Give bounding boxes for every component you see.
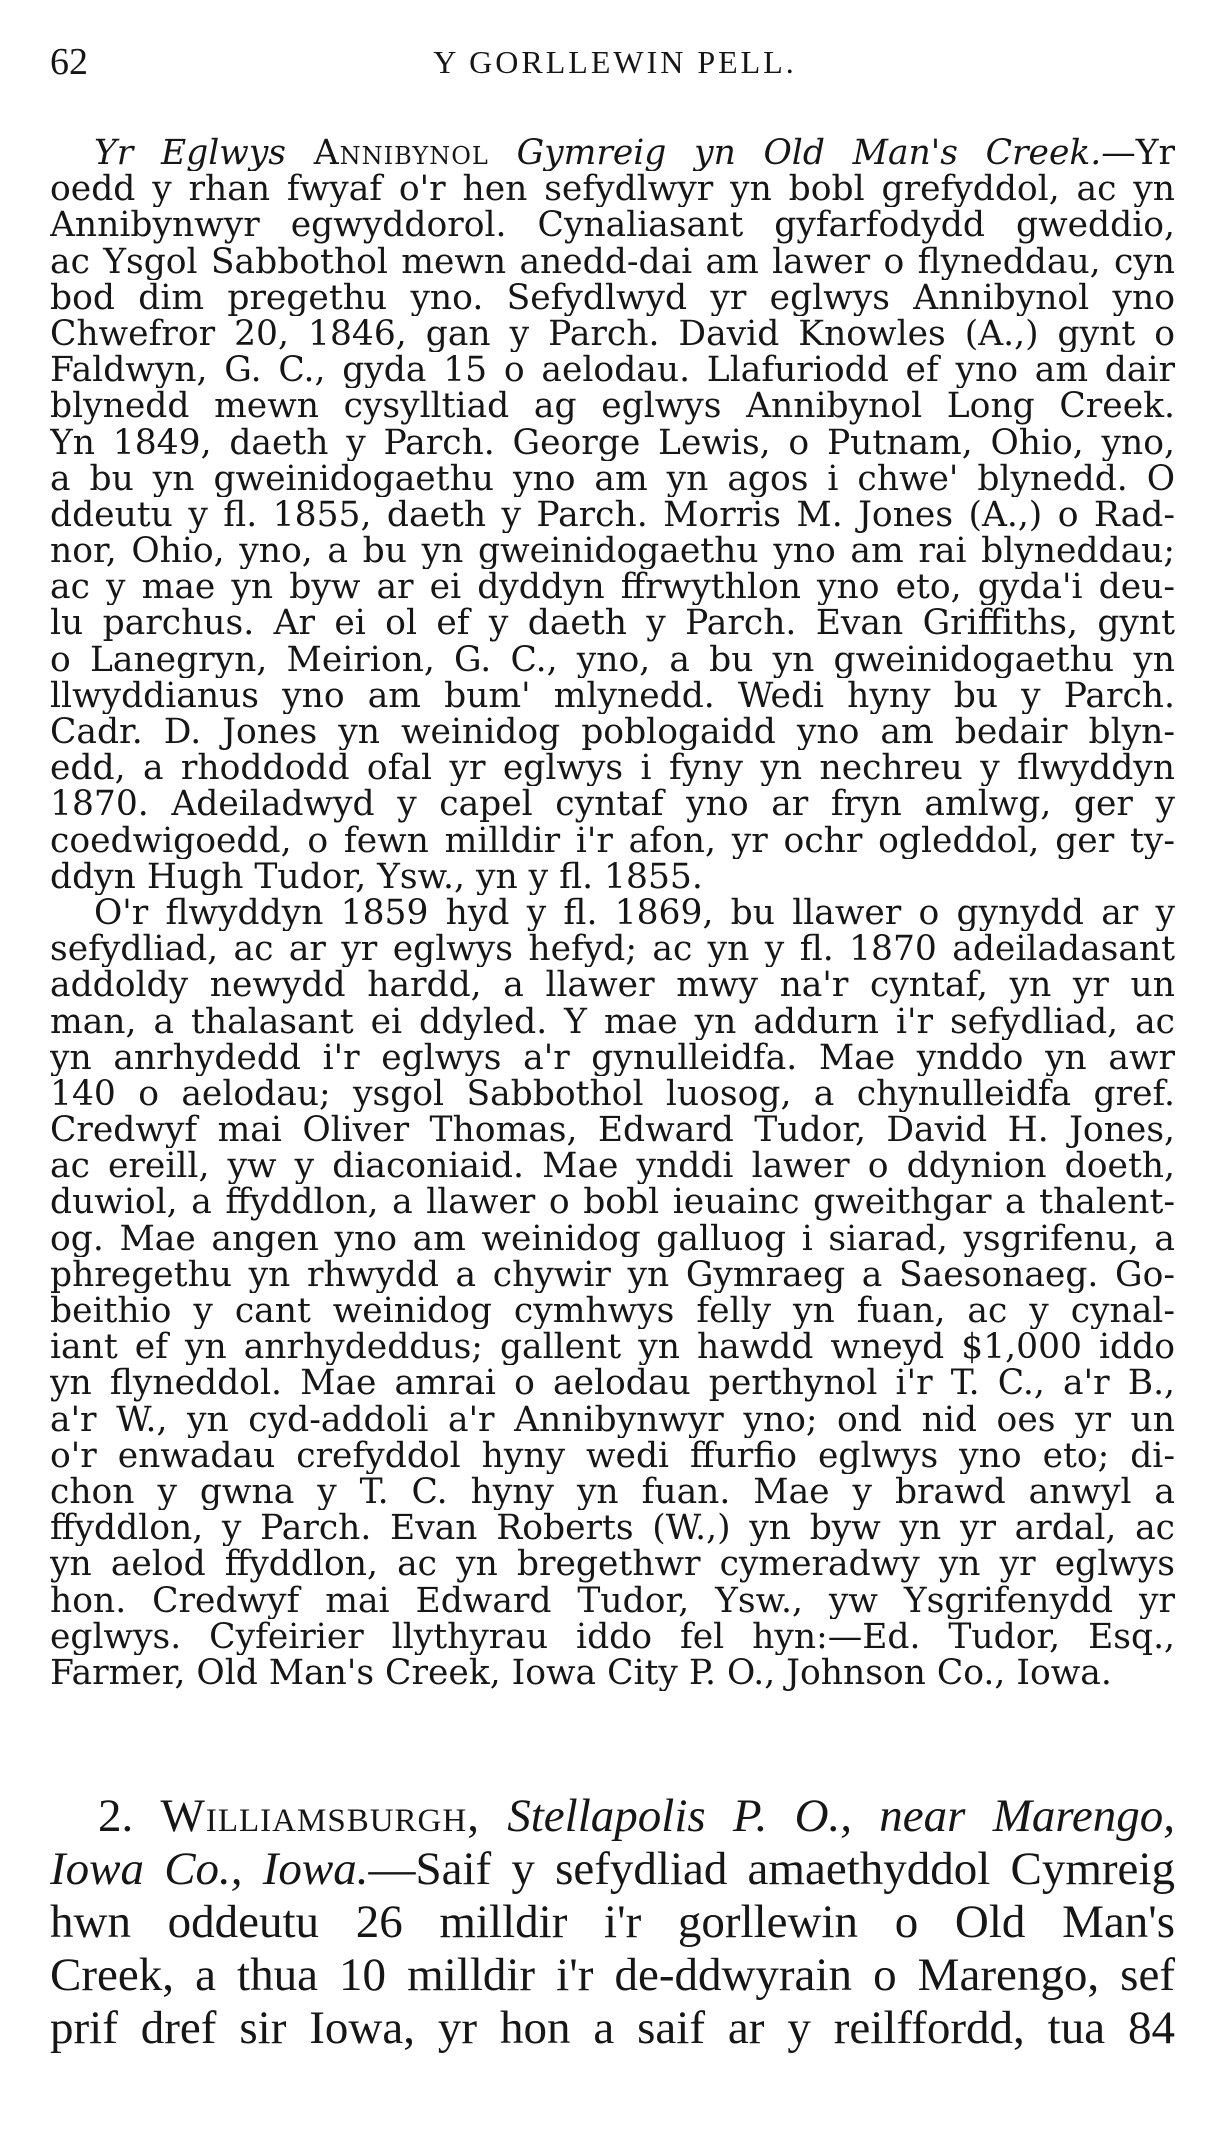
paragraph-1: [50, 171, 1175, 895]
running-title: Y GORLLEWIN PELL.: [433, 44, 797, 80]
paragraph-2: [50, 895, 1175, 1691]
text-line: Credwyf mai Oliver Thomas, Edward Tudor, David H. Jones,: [50, 1112, 1175, 1149]
section2-body: [50, 1896, 1175, 2055]
text-line: iant ef yn anrhydeddus; gallent yn hawdd wneyd $1,000 iddo: [50, 1329, 1175, 1366]
text-line: prif dref sir Iowa, yr hon a saif ar y reilffordd, tua 84: [50, 2002, 1175, 2054]
text-line: bod dim pregethu yno. Sefydlwyd yr eglwys Annibynol yno: [50, 279, 1175, 316]
page-number: 62: [50, 41, 88, 83]
section2-post-office: Stellapolis P. O., near Marengo,: [507, 1790, 1175, 1842]
text-line: hon. Credwyf mai Edward Tudor, Ysw., yw Ysgrifenydd yr: [50, 1582, 1175, 1619]
text-line: ffyddlon, y Parch. Evan Roberts (W.,) yn byw yn yr ardal, ac: [50, 1510, 1175, 1547]
text-line: a'r W., yn cyd-addoli a'r Annibynwyr yno; ond nid oes yr un: [50, 1401, 1175, 1438]
text-line: ddeutu y fl. 1855, daeth y Parch. Morris M. Jones (A.,) o Rad-: [50, 496, 1175, 534]
section2-line2-rest: —Saif y sefydliad amaethyddol Cymreig: [368, 1843, 1175, 1895]
text-line: 140 o aelodau; ysgol Sabbothol luosog, a chynulleidfa gref.: [50, 1075, 1175, 1113]
text-line: Cadr. D. Jones yn weinidog poblogaidd yno am bedair blyn-: [50, 714, 1175, 751]
text-line: Creek, a thua 10 milldir i'r de-ddwyrain o Marengo, sef: [50, 1949, 1175, 2001]
text-line: phregethu yn rhwydd a chywir yn Gymraeg a Saesonaeg. Go-: [50, 1256, 1175, 1293]
text-line: o'r enwadau crefyddol hyny wedi ffurfio eglwys yno eto; di-: [50, 1437, 1175, 1474]
heading-italic-1: Yr Eglwys: [94, 135, 287, 172]
text-line: a bu yn gweinidogaethu yno am yn agos i chwe' blynedd. O: [50, 460, 1175, 497]
text-line: Faldwyn, G. C., gyda 15 o aelodau. Llafuriodd ef yno am dair: [50, 352, 1175, 389]
text-line: Annibynwyr egwyddorol. Cynaliasant gyfarfodydd gweddio,: [50, 207, 1175, 244]
text-line: yn flyneddol. Mae amrai o aelodau perthynol i'r T. C., a'r B.,: [50, 1365, 1175, 1402]
text-line: beithio y cant weinidog cymhwys felly yn fuan, ac y cynal-: [50, 1293, 1175, 1330]
text-line: Yn 1849, daeth y Parch. George Lewis, o Putnam, Ohio, yno,: [50, 424, 1175, 461]
running-head: [50, 40, 1180, 90]
text-line: nor, Ohio, yno, a bu yn gweinidogaethu yno am rai blyneddau;: [50, 533, 1175, 570]
text-line: lu parchus. Ar ei ol ef y daeth y Parch. Evan Griffiths, gynt: [50, 605, 1175, 642]
text-line: sefydliad, ac ar yr eglwys hefyd; ac yn y fl. 1870 adeiladasant: [50, 931, 1175, 968]
text-line: duwiol, a ffyddlon, a llawer o bobl ieuainc gweithgar a thalent-: [50, 1184, 1175, 1221]
text-line: oedd y rhan fwyaf o'r hen sefydlwyr yn bobl grefyddol, ac yn: [50, 171, 1175, 208]
text-line: ac y mae yn byw ar ei dyddyn ffrwythlon yno eto, gyda'i deu-: [50, 569, 1175, 606]
text-line: yn anrhydedd i'r eglwys a'r gynulleidfa. Mae ynddo yn awr: [50, 1039, 1175, 1076]
section-williamsburgh: [50, 1790, 1175, 2055]
heading-rest: —Yr: [1101, 135, 1175, 172]
heading-small-caps: Annibynol: [313, 135, 489, 172]
text-line: edd, a rhoddodd ofal yr eglwys i fyny yn nechreu y flwyddyn: [50, 750, 1175, 787]
text-line: hwn oddeutu 26 milldir i'r gorllewin o Old Man's: [50, 1896, 1175, 1948]
section-old-mans-creek: [50, 135, 1175, 1691]
text-line: llwyddianus yno am bum' mlynedd. Wedi hyny bu y Parch.: [50, 677, 1175, 714]
text-line: o Lanegryn, Meirion, G. C., yno, a bu yn gweinidogaethu yn: [50, 641, 1175, 678]
text-line: 1870. Adeiladwyd y capel cyntaf yno ar fryn amlwg, ger y: [50, 786, 1175, 823]
text-line: ddyn Hugh Tudor, Ysw., yn y fl. 1855.: [50, 858, 703, 895]
heading-italic-2: Gymreig yn Old Man's Creek.: [516, 135, 1102, 172]
text-line: addoldy newydd hardd, a llawer mwy na'r cyntaf, yn yr un: [50, 967, 1175, 1004]
section2-number: 2.: [98, 1790, 134, 1842]
section2-county: Iowa Co., Iowa.: [50, 1843, 369, 1895]
text-line: Farmer, Old Man's Creek, Iowa City P. O., Johnson Co., Iowa.: [50, 1654, 1112, 1692]
text-line: chon y gwna y T. C. hyny yn fuan. Mae y brawd anwyl a: [50, 1473, 1175, 1511]
text-line: man, a thalasant ei ddyled. Y mae yn addurn i'r sefydliad, ac: [50, 1003, 1175, 1040]
section2-place-name: Williamsburgh,: [160, 1790, 480, 1842]
text-line: yn aelod ffyddlon, ac yn bregethwr cymeradwy yn yr eglwys: [50, 1546, 1175, 1583]
text-line: ac Ysgol Sabbothol mewn anedd-dai am lawer o flyneddau, cyn: [50, 243, 1175, 280]
text-line: coedwigoedd, o fewn milldir i'r afon, yr ochr ogleddol, ger ty-: [50, 822, 1175, 859]
text-line: ac ereill, yw y diaconiaid. Mae ynddi lawer o ddynion doeth,: [50, 1148, 1175, 1185]
text-line: blynedd mewn cysylltiad ag eglwys Annibynol Long Creek.: [50, 388, 1175, 425]
section2-line-2: [50, 1843, 1175, 1896]
text-line: O'r flwyddyn 1859 hyd y fl. 1869, bu llawer o gynydd ar y: [94, 894, 1175, 932]
section2-heading-line: [50, 1790, 1175, 1843]
section-heading-line: [50, 135, 1175, 171]
text-line: og. Mae angen yno am weinidog galluog i siarad, ysgrifenu, a: [50, 1220, 1175, 1257]
text-line: eglwys. Cyfeirier llythyrau iddo fel hyn:—Ed. Tudor, Esq.,: [50, 1618, 1175, 1655]
text-line: Chwefror 20, 1846, gan y Parch. David Knowles (A.,) gynt o: [50, 315, 1175, 353]
